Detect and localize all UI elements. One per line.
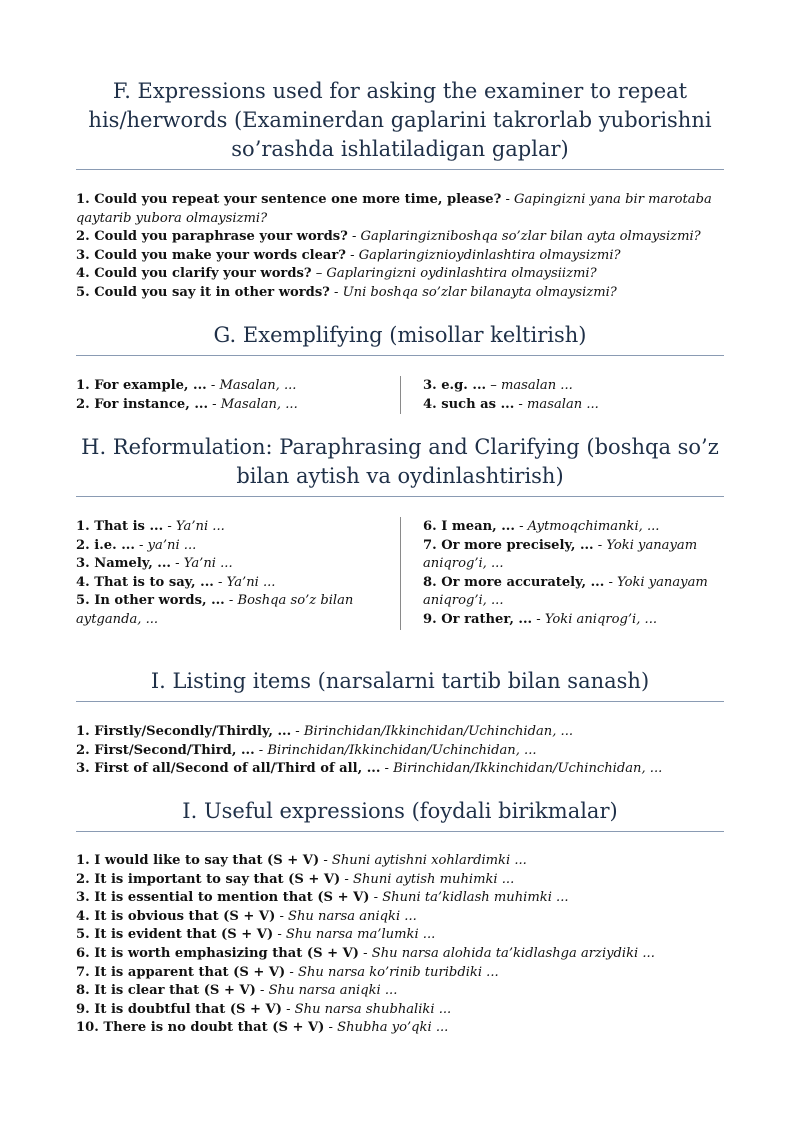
uzbek-translation: - Boshqa so’z bilan aytganda, ... xyxy=(76,593,354,627)
section-g-left-column xyxy=(76,377,392,414)
uzbek-translation: - Shuni aytishni xohlardimki ... xyxy=(319,853,527,868)
section-f-title: F. Expressions used for asking the examiner to repeat his/herwords (Examinerdan gaplarini takrorlab yuborishni so’rashda ishlatiladigan gaplar) xyxy=(88,79,712,161)
uzbek-translation: – masalan ... xyxy=(486,378,573,393)
english-phrase: 6. I mean, ... xyxy=(423,519,515,534)
list-item xyxy=(76,945,724,964)
uzbek-translation: – Gaplaringizni oydinlashtira olmaysiizmi? xyxy=(311,266,597,282)
english-phrase: 6. It is worth emphasizing that (S + V) xyxy=(76,945,359,961)
english-phrase: 1. For example, ... xyxy=(76,378,207,393)
english-phrase: 1. I would like to say that (S + V) xyxy=(76,853,320,868)
list-item xyxy=(76,191,724,228)
english-phrase: 2. It is important to say that (S + V) xyxy=(76,871,341,887)
english-phrase: 4. Could you clarify your words? xyxy=(76,266,312,282)
list-item xyxy=(76,760,724,779)
list-item xyxy=(423,377,723,396)
section-f-divider xyxy=(76,169,724,170)
uzbek-translation: - Shu narsa alohida ta’kidlashga arziydiki ... xyxy=(358,945,655,961)
english-phrase: 4. such as ... xyxy=(423,396,515,412)
section-i-listing-divider xyxy=(76,701,724,702)
section-f-list xyxy=(76,191,724,303)
uzbek-translation: - Gaplaringizniboshqa so’zlar bilan ayta olmaysizmi? xyxy=(347,229,701,245)
list-item xyxy=(76,908,724,927)
english-phrase: 1. That is ... xyxy=(76,519,164,534)
uzbek-translation: - Shu narsa aniqki ... xyxy=(275,908,417,924)
uzbek-translation: - Ya’ni ... xyxy=(171,556,233,572)
english-phrase: 5. In other words, ... xyxy=(76,593,225,609)
english-phrase: 9. Or rather, ... xyxy=(423,611,533,627)
english-phrase: 1. Could you repeat your sentence one more time, please? xyxy=(76,192,502,207)
english-phrase: 3. Namely, ... xyxy=(76,556,171,572)
list-item xyxy=(76,518,376,537)
english-phrase: 7. Or more precisely, ... xyxy=(423,537,594,553)
list-item xyxy=(423,574,723,611)
section-h-divider xyxy=(76,496,724,497)
section-i-useful-list xyxy=(76,852,724,1038)
uzbek-translation: - Aytmoqchimanki, ... xyxy=(514,519,660,534)
uzbek-translation: - Yoki yanayam aniqrog’i, ... xyxy=(423,574,708,609)
section-g-right-column xyxy=(423,377,723,414)
uzbek-translation: - Shu narsa ko’rinib turibdiki ... xyxy=(285,964,499,980)
english-phrase: 4. It is obvious that (S + V) xyxy=(76,908,276,924)
list-item xyxy=(423,396,723,415)
section-i-useful-divider xyxy=(76,831,724,832)
uzbek-translation: - masalan ... xyxy=(514,396,599,412)
english-phrase: 2. Could you paraphrase your words? xyxy=(76,229,348,245)
list-item xyxy=(423,537,723,574)
uzbek-translation: - Ya’ni ... xyxy=(213,574,276,590)
section-h-title: H. Reformulation: Paraphrasing and Clarifying (boshqa so’z bilan aytish va oydinlashtirish) xyxy=(81,435,719,488)
list-item xyxy=(76,982,724,1001)
list-item xyxy=(76,228,724,247)
uzbek-translation: - Masalan, ... xyxy=(208,396,298,412)
list-item xyxy=(423,518,723,537)
english-phrase: 2. i.e. ... xyxy=(76,537,135,553)
uzbek-translation: - Yoki yanayam aniqrog’i, ... xyxy=(423,537,698,572)
section-i-useful-title: I. Useful expressions (foydali birikmalar) xyxy=(182,799,618,823)
list-item xyxy=(76,574,376,593)
english-phrase: 3. e.g. ... xyxy=(423,378,487,393)
list-item xyxy=(76,592,376,629)
uzbek-translation: - Shu narsa ma’lumki ... xyxy=(273,927,436,943)
uzbek-translation: - Shu narsa shubhaliki ... xyxy=(281,1001,452,1017)
english-phrase: 5. It is evident that (S + V) xyxy=(76,927,274,943)
list-item xyxy=(76,537,376,556)
english-phrase: 9. It is doubtful that (S + V) xyxy=(76,1001,282,1017)
section-i-listing-list xyxy=(76,723,724,779)
section-h-right-column xyxy=(423,518,723,630)
uzbek-translation: - Birinchidan/Ikkinchidan/Uchinchidan, ... xyxy=(380,761,663,777)
english-phrase: 2. For instance, ... xyxy=(76,396,209,412)
list-item xyxy=(76,742,724,761)
english-phrase: 3. Could you make your words clear? xyxy=(76,247,346,263)
list-item xyxy=(76,1019,724,1038)
list-item xyxy=(76,889,724,908)
english-phrase: 2. First/Second/Third, ... xyxy=(76,742,255,758)
uzbek-translation: - Gapingizni yana bir marotaba qaytarib yubora olmaysizmi? xyxy=(76,192,712,226)
english-phrase: 3. First of all/Second of all/Third of all, ... xyxy=(76,761,381,777)
list-item xyxy=(423,611,723,630)
uzbek-translation: - Birinchidan/Ikkinchidan/Uchinchidan, ... xyxy=(291,724,574,739)
uzbek-translation: - Gaplaringiznioydinlashtira olmaysizmi? xyxy=(345,247,621,263)
english-phrase: 1. Firstly/Secondly/Thirdly, ... xyxy=(76,724,292,739)
list-item xyxy=(76,284,724,303)
list-item xyxy=(76,377,392,396)
uzbek-translation: - Birinchidan/Ikkinchidan/Uchinchidan, ... xyxy=(254,742,537,758)
uzbek-translation: - Ya’ni ... xyxy=(163,519,225,534)
column-divider xyxy=(400,517,401,630)
section-h-left-column xyxy=(76,518,376,630)
uzbek-translation: - Shuni ta’kidlash muhimki ... xyxy=(369,890,569,906)
list-item xyxy=(76,1001,724,1020)
english-phrase: 7. It is apparent that (S + V) xyxy=(76,964,286,980)
english-phrase: 5. Could you say it in other words? xyxy=(76,284,330,300)
list-item xyxy=(76,265,724,284)
uzbek-translation: - ya’ni ... xyxy=(134,537,197,553)
uzbek-translation: - Uni boshqa so’zlar bilanayta olmaysizmi? xyxy=(329,284,617,300)
english-phrase: 3. It is essential to mention that (S + V) xyxy=(76,890,370,906)
english-phrase: 8. Or more accurately, ... xyxy=(423,574,605,590)
list-item xyxy=(76,926,724,945)
uzbek-translation: - Shuni aytish muhimki ... xyxy=(340,871,515,887)
uzbek-translation: - Yoki aniqrog’i, ... xyxy=(532,611,658,627)
list-item xyxy=(76,871,724,890)
english-phrase: 10. There is no doubt that (S + V) xyxy=(76,1020,325,1036)
section-g-title: G. Exemplifying (misollar keltirish) xyxy=(213,323,587,347)
list-item xyxy=(76,852,724,871)
list-item xyxy=(76,247,724,266)
list-item xyxy=(76,964,724,983)
list-item xyxy=(76,555,376,574)
section-i-listing-title: I. Listing items (narsalarni tartib bilan sanash) xyxy=(150,669,650,693)
english-phrase: 8. It is clear that (S + V) xyxy=(76,983,256,999)
uzbek-translation: - Shubha yo’qki ... xyxy=(324,1020,449,1036)
list-item xyxy=(76,396,392,415)
uzbek-translation: - Masalan, ... xyxy=(206,378,297,393)
uzbek-translation: - Shu narsa aniqki ... xyxy=(255,983,398,999)
english-phrase: 4. That is to say, ... xyxy=(76,574,214,590)
column-divider xyxy=(400,376,401,414)
list-item xyxy=(76,723,724,742)
section-g-divider xyxy=(76,355,724,356)
